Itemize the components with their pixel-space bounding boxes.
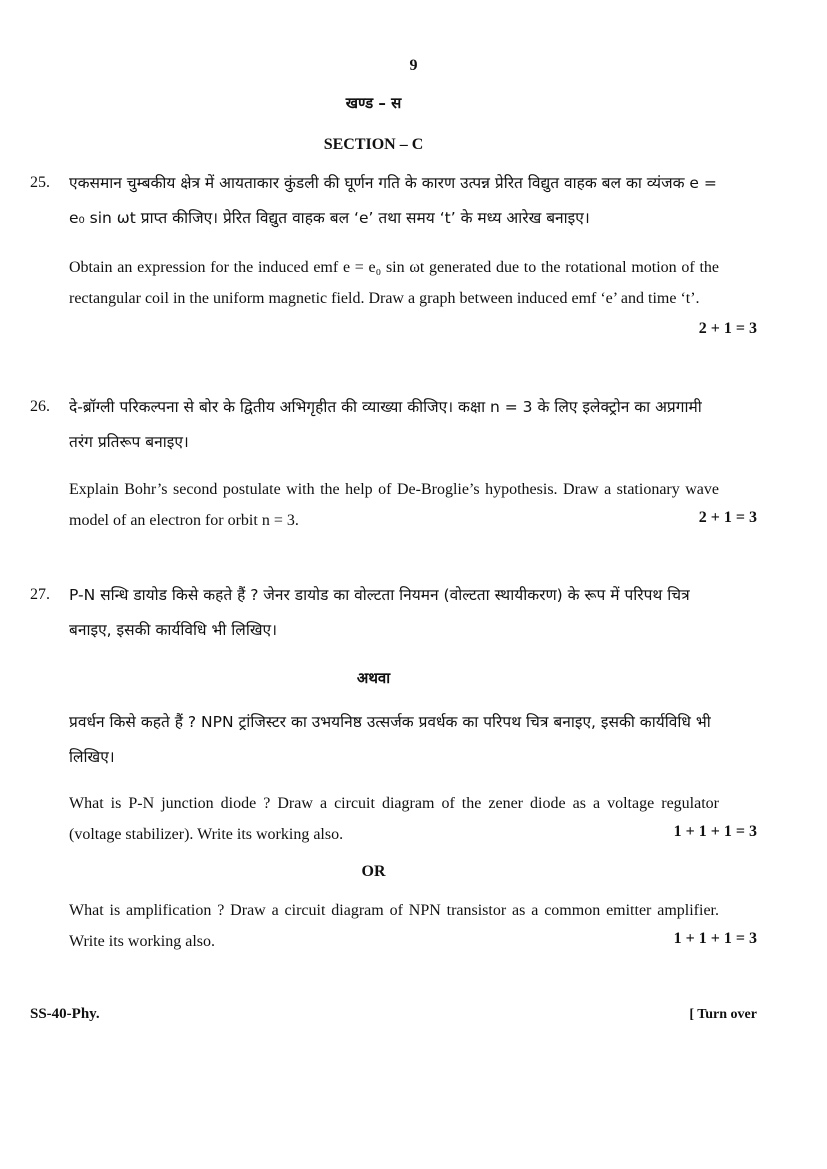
question-text-hindi: एकसमान चुम्बकीय क्षेत्र में आयताकार कुंडली की घूर्णन गति के कारण उत्पन्न प्रेरित विद्युत वाहक बल का व्यंजक e = e₀ sin ωt प्राप्त कीजिए। प्रेरित विद्युत वाहक बल ‘e’ तथा समय ‘t’ के मध्य आरेख बनाइए। [69, 174, 717, 227]
marks-label: 1 + 1 + 1 = 3 [673, 823, 757, 840]
or-label-english: OR [361, 863, 386, 880]
question-text-english-alternative: What is amplification ? Draw a circuit diagram of NPN transistor as a common emitter amplifier. Write its working also. [69, 902, 719, 950]
or-label-hindi: अथवा [356, 669, 391, 687]
question-number: 25. [30, 174, 50, 191]
turn-over-label: [ Turn over [689, 1007, 757, 1022]
question-text-hindi: दे-ब्रॉग्ली परिकल्पना से बोर के द्वितीय अभिगृहीत की व्याख्या कीजिए। कक्षा n = 3 के लिए इलेक्ट्रोन का अप्रगामी तरंग प्रतिरूप बनाइए। [69, 398, 702, 451]
marks-label: 2 + 1 = 3 [698, 509, 757, 526]
section-title-hindi: खण्ड – स [345, 94, 402, 112]
question-text-english: Explain Bohr’s second postulate with the help of De-Broglie’s hypothesis. Draw a stationary wave model of an electron for orbit n = 3. [69, 481, 719, 529]
question-text-hindi-alternative: प्रवर्धन किसे कहते हैं ? NPN ट्रांजिस्टर का उभयनिष्ठ उत्सर्जक प्रवर्धक का परिपथ चित्र बनाइए, इसकी कार्यविधि भी लिखिए। [69, 713, 711, 766]
marks-label: 2 + 1 = 3 [698, 320, 757, 337]
question-number: 27. [30, 586, 50, 603]
paper-code: SS-40-Phy. [30, 1006, 100, 1022]
page-number: 9 [409, 57, 418, 74]
question-text-english: What is P-N junction diode ? Draw a circuit diagram of the zener diode as a voltage regulator (voltage stabilizer). Write its working also. [69, 795, 719, 843]
marks-label: 1 + 1 + 1 = 3 [673, 930, 757, 947]
question-text-english: Obtain an expression for the induced emf e = e₀ sin ωt generated due to the rotational motion of the rectangular coil in the uniform magnetic field. Draw a graph between induced emf ‘e’ and time ‘t’. [69, 259, 719, 307]
question-text-hindi: P-N सन्धि डायोड किसे कहते हैं ? जेनर डायोड का वोल्टता नियमन (वोल्टता स्थायीकरण) के रूप में परिपथ चित्र बनाइए, इसकी कार्यविधि भी लिखिए। [69, 586, 690, 639]
section-title-english: SECTION – C [323, 136, 424, 153]
question-number: 26. [30, 398, 50, 415]
